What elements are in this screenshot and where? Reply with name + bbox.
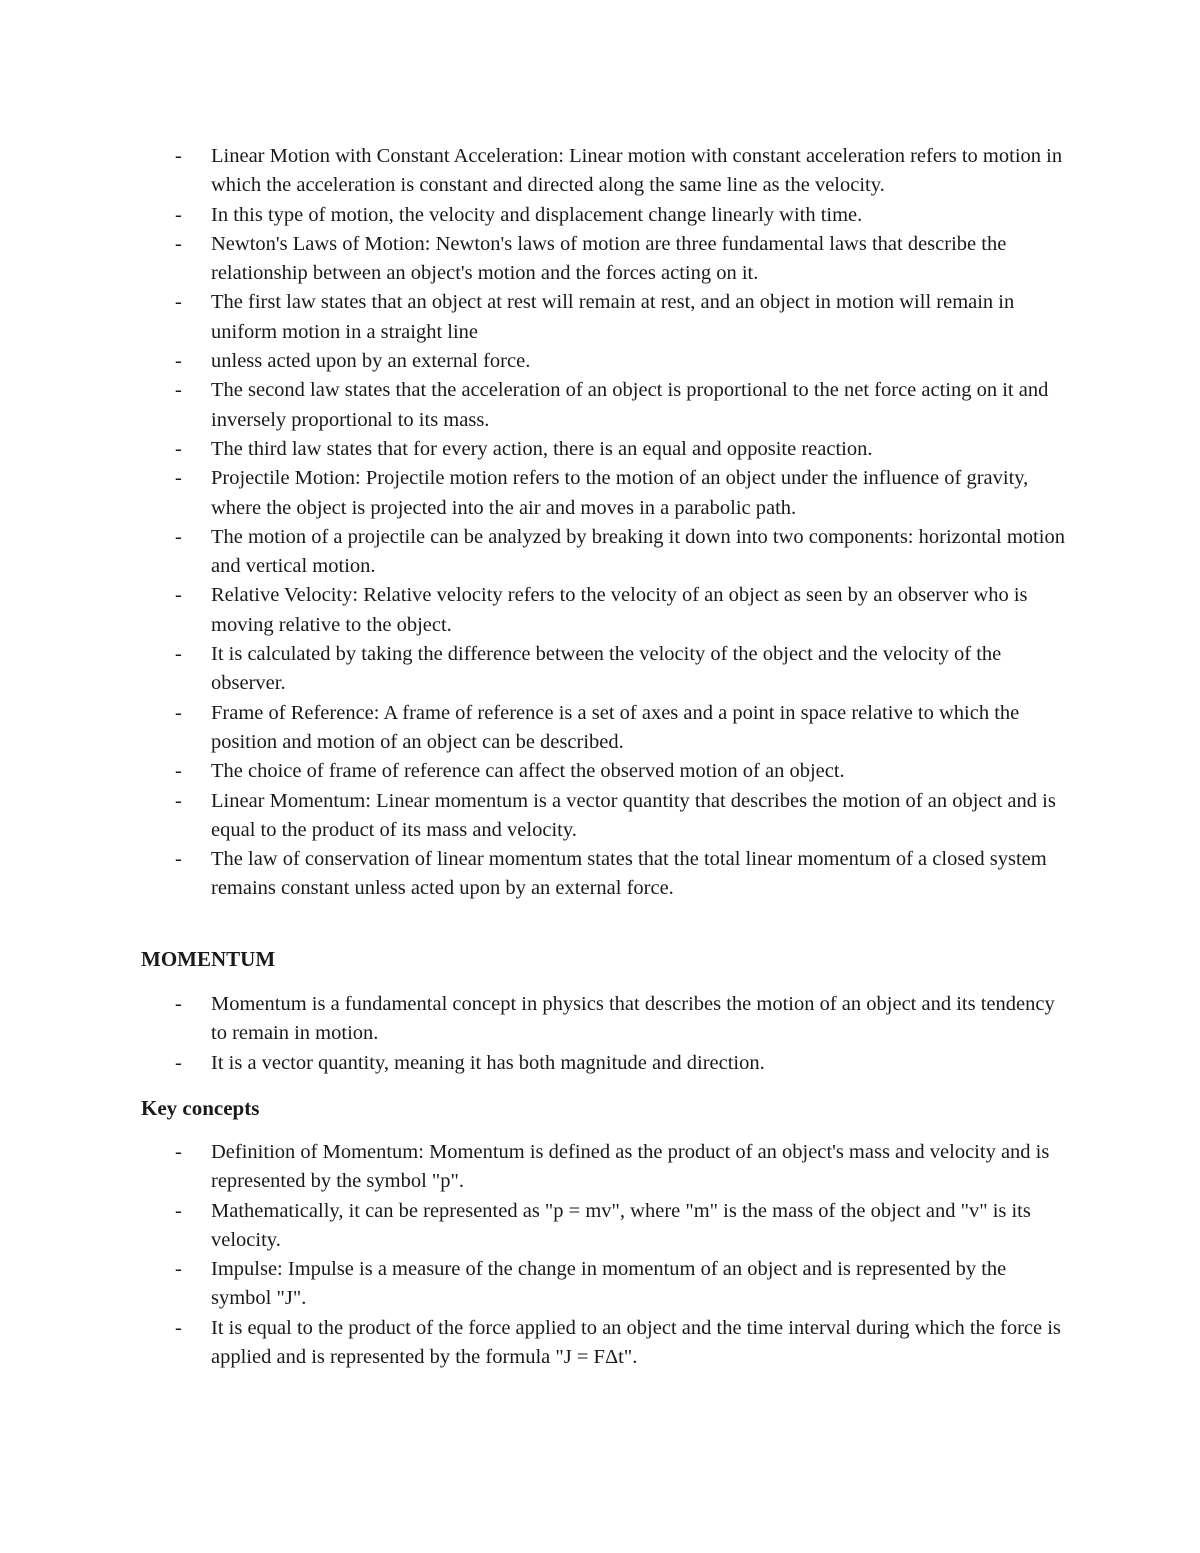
list-item xyxy=(141,376,1071,435)
list-item xyxy=(141,845,1071,904)
bullet-dash: - xyxy=(175,203,182,226)
list-item-text: The motion of a projectile can be analyzed by breaking it down into two components: horizontal motion and vertical motion. xyxy=(211,525,1065,578)
section-heading-key-concepts: Key concepts xyxy=(141,1096,260,1120)
list-item xyxy=(141,347,1071,376)
bullet-list-motion-topics xyxy=(141,142,1071,904)
list-item xyxy=(141,990,1071,1049)
list-item xyxy=(141,1314,1071,1373)
bullet-dash: - xyxy=(175,701,182,724)
list-item-text: The law of conservation of linear momentum states that the total linear momentum of a closed system remains constant unless acted upon by an external force. xyxy=(211,848,1047,900)
list-item-text: Relative Velocity: Relative velocity refers to the velocity of an object as seen by an observer who is moving relative to the object. xyxy=(211,584,1028,636)
bullet-list-key-concepts xyxy=(141,1138,1071,1372)
list-item-text: In this type of motion, the velocity and displacement change linearly with time. xyxy=(211,203,863,226)
bullet-dash: - xyxy=(175,379,182,402)
list-item xyxy=(141,757,1071,786)
bullet-dash: - xyxy=(175,1051,182,1074)
list-item xyxy=(141,142,1071,201)
list-item-text: It is equal to the product of the force applied to an object and the time interval during which the force is applied and is represented by the formula "J = FΔt". xyxy=(211,1316,1061,1369)
list-item-text: Momentum is a fundamental concept in physics that describes the motion of an object and its tendency to remain in motion. xyxy=(211,993,1055,1045)
list-item-text: Newton's Laws of Motion: Newton's laws of motion are three fundamental laws that describe the relationship between an object's motion and the forces acting on it. xyxy=(211,232,1007,285)
list-item-text: Mathematically, it can be represented as "p = mv", where "m" is the mass of the object and "v" is its velocity. xyxy=(211,1199,1031,1251)
bullet-dash: - xyxy=(175,1199,182,1222)
bullet-dash: - xyxy=(175,291,182,314)
list-item xyxy=(141,581,1071,640)
list-item-text: It is a vector quantity, meaning it has both magnitude and direction. xyxy=(211,1051,765,1074)
section-heading-momentum: MOMENTUM xyxy=(141,947,276,971)
list-item-text: It is calculated by taking the difference between the velocity of the object and the velocity of the observer. xyxy=(211,643,1002,695)
list-item-text: The third law states that for every action, there is an equal and opposite reaction. xyxy=(211,437,873,460)
list-item xyxy=(141,288,1071,347)
list-item-text: Definition of Momentum: Momentum is defined as the product of an object's mass and velocity and is represented by the symbol "p". xyxy=(211,1141,1050,1193)
list-item xyxy=(141,1138,1071,1197)
bullet-dash: - xyxy=(175,760,182,783)
list-item xyxy=(141,201,1071,230)
bullet-dash: - xyxy=(175,1258,182,1281)
bullet-dash: - xyxy=(175,1316,182,1339)
list-item xyxy=(141,640,1071,699)
list-item-text: The choice of frame of reference can affect the observed motion of an object. xyxy=(211,760,845,783)
bullet-dash: - xyxy=(175,584,182,607)
bullet-dash: - xyxy=(175,848,182,871)
list-item xyxy=(141,1049,1071,1078)
list-item xyxy=(141,1197,1071,1256)
bullet-dash: - xyxy=(175,232,182,255)
bullet-dash: - xyxy=(175,993,182,1015)
bullet-dash: - xyxy=(175,350,182,373)
list-item xyxy=(141,435,1071,464)
list-item-text: Linear Momentum: Linear momentum is a vector quantity that describes the motion of an object and is equal to the product of its mass and velocity. xyxy=(211,789,1056,841)
list-item-text: unless acted upon by an external force. xyxy=(211,350,531,373)
bullet-list-momentum xyxy=(141,990,1071,1078)
bullet-dash: - xyxy=(175,467,182,490)
list-item-text: The second law states that the acceleration of an object is proportional to the net force acting on it and inversely proportional to its mass. xyxy=(211,379,1049,431)
list-item-text: Projectile Motion: Projectile motion refers to the motion of an object under the influence of gravity, where the object is projected into the air and moves in a parabolic path. xyxy=(211,467,1029,519)
bullet-dash: - xyxy=(175,643,182,666)
list-item-text: Impulse: Impulse is a measure of the change in momentum of an object and is represented by the symbol "J". xyxy=(211,1258,1007,1310)
list-item-text: Frame of Reference: A frame of reference is a set of axes and a point in space relative to which the position and motion of an object can be described. xyxy=(211,701,1020,753)
bullet-dash: - xyxy=(175,789,182,812)
list-item-text: The first law states that an object at rest will remain at rest, and an object in motion will remain in uniform motion in a straight line xyxy=(211,291,1015,343)
bullet-dash: - xyxy=(175,145,182,167)
list-item xyxy=(141,523,1071,582)
list-item xyxy=(141,464,1071,523)
bullet-dash: - xyxy=(175,437,182,460)
list-item xyxy=(141,787,1071,846)
list-item xyxy=(141,230,1071,289)
bullet-dash: - xyxy=(175,525,182,548)
list-item-text: Linear Motion with Constant Acceleration: Linear motion with constant acceleration refers to motion in which the acceleration is constant and directed along the same line as the velocity. xyxy=(211,145,1063,197)
bullet-dash: - xyxy=(175,1141,182,1163)
list-item xyxy=(141,1255,1071,1314)
list-item xyxy=(141,699,1071,758)
